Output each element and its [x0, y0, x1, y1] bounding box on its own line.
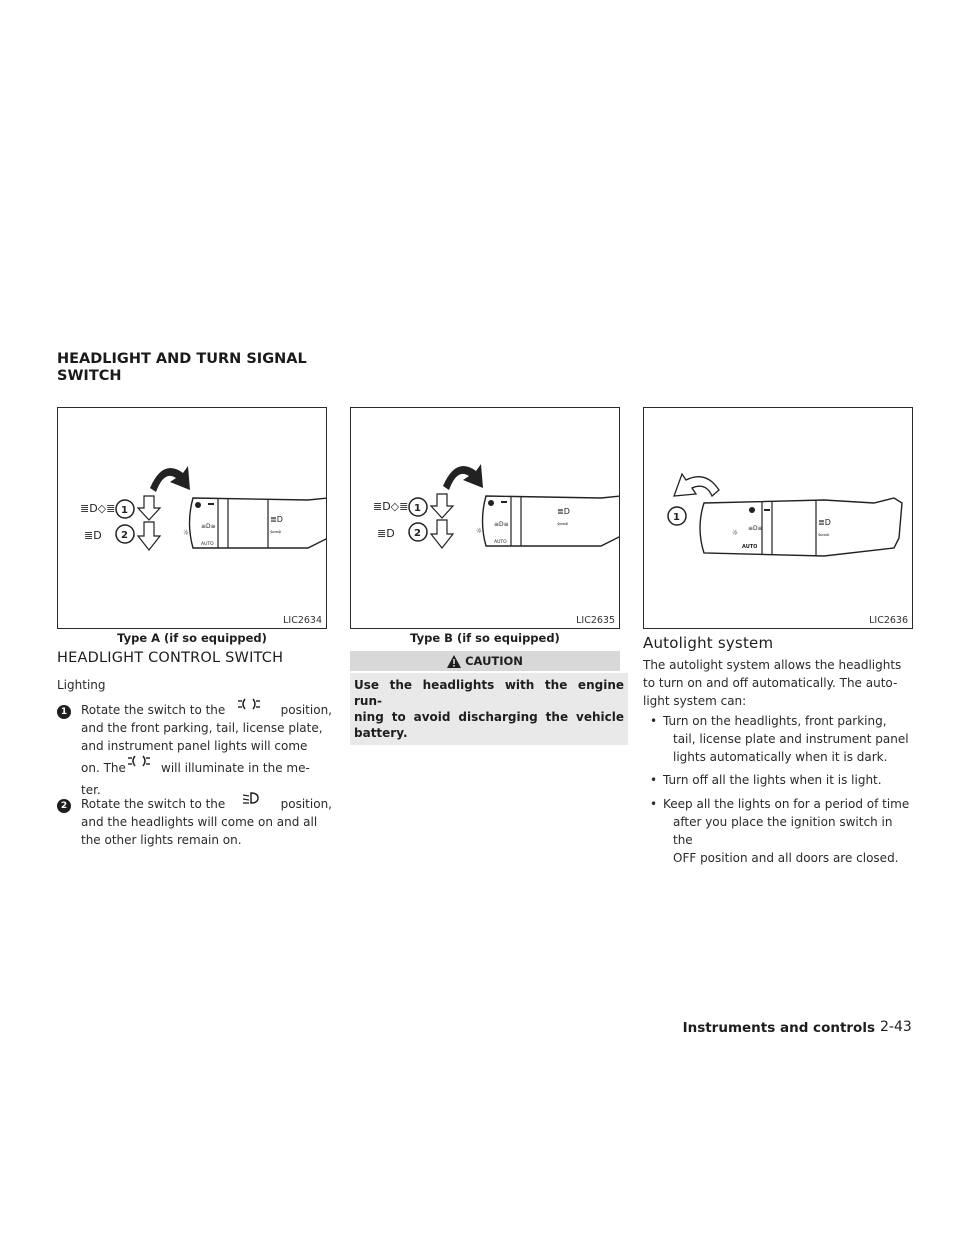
headlight-icon — [243, 791, 259, 805]
svg-text:AUTO: AUTO — [201, 542, 214, 547]
step-1-number: 1 — [57, 705, 71, 719]
auto-label: AUTO — [742, 544, 758, 550]
stalk-illustration-a — [58, 408, 326, 628]
caution-label: CAUTION — [465, 654, 523, 668]
figure-code: LIC2634 — [283, 615, 322, 626]
autolight-bullet-2: • Turn off all the lights when it is light. — [650, 773, 882, 787]
figure-code: LIC2636 — [869, 615, 908, 626]
svg-text:☼: ☼ — [183, 529, 190, 537]
caution-text: Use the headlights with the engine run- ning to avoid discharging the vehicle battery. — [350, 673, 628, 745]
parking-light-indicator-icon — [128, 754, 150, 768]
svg-text:☼: ☼ — [476, 527, 483, 535]
svg-text:≣D: ≣D — [818, 518, 831, 527]
svg-text:≡D≡: ≡D≡ — [201, 523, 216, 530]
autolight-intro: The autolight system allows the headlights to turn on and off automatically. The auto- light system can: — [643, 658, 902, 708]
marker-2: 2 — [414, 528, 421, 539]
marker-1: 1 — [414, 503, 421, 514]
step-2-number: 2 — [57, 799, 71, 813]
figure-caption-a: Type A (if so equipped) — [117, 631, 267, 645]
svg-text:≡D≡: ≡D≡ — [494, 521, 509, 528]
marker-2: 2 — [121, 530, 128, 541]
svg-text:≡D≡: ≡D≡ — [748, 525, 763, 532]
caution-header — [350, 651, 620, 671]
parking-light-icon — [238, 697, 260, 711]
svg-text:⇦⇨: ⇦⇨ — [270, 528, 282, 536]
parking-light-icon: ≣D◇≣ — [80, 502, 116, 515]
stalk-illustration-b — [351, 408, 619, 628]
autolight-bullet-3: • Keep all the lights on for a period of time after you place the ignition switch in the OFF position and all doors are closed. — [650, 797, 910, 865]
headlight-icon: ≣D — [377, 527, 395, 540]
marker-1: 1 — [121, 505, 128, 516]
figure-type-b — [350, 407, 620, 629]
svg-text:AUTO: AUTO — [494, 540, 507, 545]
headlight-control-heading: HEADLIGHT CONTROL SWITCH — [57, 650, 284, 666]
figure-autolight — [643, 407, 913, 629]
svg-text:⇦⇨: ⇦⇨ — [818, 531, 830, 539]
stalk-illustration-c — [644, 408, 912, 628]
step-2: 2 Rotate the switch to the position, and the headlights will come on and all the other lights remain on. — [57, 795, 332, 849]
parking-light-icon: ≣D◇≣ — [373, 500, 409, 513]
svg-text:≣D: ≣D — [270, 515, 283, 524]
page-number: 2-43 — [880, 1019, 912, 1035]
svg-text:⇦⇨: ⇦⇨ — [557, 520, 569, 528]
autolight-bullet-1: • Turn on the headlights, front parking, tail, license plate and instrument panel lights automatically when it is dark. — [650, 714, 909, 764]
step-1: 1 Rotate the switch to the position, and the front parking, tail, license plate, and instrument panel lights will come on. The will illuminate in the me- ter. — [57, 701, 332, 799]
figure-caption-b: Type B (if so equipped) — [410, 631, 560, 645]
lighting-subheading: Lighting — [57, 678, 106, 692]
section-title: HEADLIGHT AND TURN SIGNAL SWITCH — [57, 351, 307, 384]
figure-code: LIC2635 — [576, 615, 615, 626]
svg-text:☼: ☼ — [732, 529, 739, 537]
autolight-heading: Autolight system — [643, 634, 774, 652]
marker-1: 1 — [673, 512, 680, 523]
svg-text:≣D: ≣D — [557, 507, 570, 516]
footer-chapter-title: Instruments and controls — [682, 1020, 875, 1036]
headlight-icon: ≣D — [84, 529, 102, 542]
figure-type-a — [57, 407, 327, 629]
warning-triangle-icon — [447, 655, 461, 668]
